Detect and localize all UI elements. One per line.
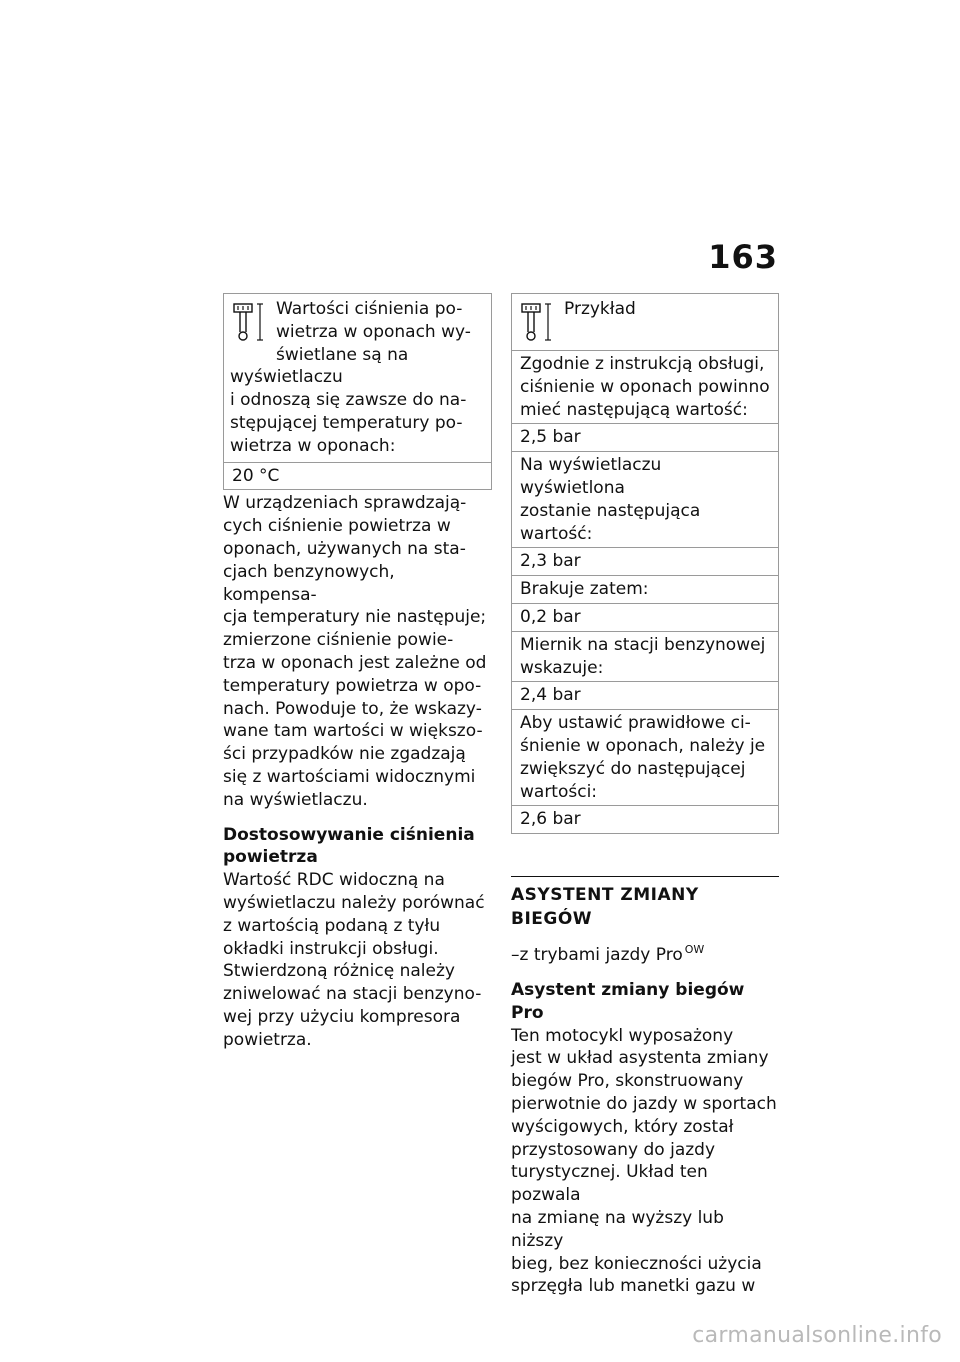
row-line: wskazuje: [520,657,604,678]
subheading: Asystent zmiany biegów Pro [511,979,745,1023]
row-line: Brakuje zatem: [520,579,649,600]
text-line: nach. Powoduje to, że wskazy- [223,698,482,719]
text-line: okładki instrukcji obsługi. [223,938,439,959]
example-row [512,805,778,833]
text-line: W urządzeniach sprawdzają- [223,493,467,514]
text-line: wane tam wartości w większo- [223,721,483,742]
text-line: Stwierdzoną różnicę należy [223,961,455,982]
section-paragraph [511,1025,779,1299]
text-line: cych ciśnienie powietrza w [223,516,451,537]
note-line: świetlane są na wyświetlaczu [230,344,409,388]
row-line: Zgodnie z instrukcją obsługi, [520,354,765,374]
row-line: śnienie w oponach, należy je [520,735,766,756]
text-line: wyścigowych, który został [511,1116,734,1137]
text-line: wej przy użyciu kompresora [223,1006,461,1027]
row-line: zwiększyć do następującej [520,758,746,779]
text-line: z wartością podaną z tyłu [223,915,441,936]
example-row [512,547,778,575]
note-value: 20 °C [224,462,491,490]
note-line: wietrza w oponach: [230,435,396,456]
text-line: ści przypadków nie zgadzają [223,744,466,765]
text-line: temperatury powietrza w opo- [223,675,482,696]
row-line: zostanie następująca wartość: [520,500,701,544]
page-number: 163 [708,238,778,276]
example-row [512,575,778,603]
note-line: Wartości ciśnienia po- [276,299,463,319]
text-line: bieg, bez konieczności użycia [511,1253,762,1274]
row-line: mieć następującą wartość: [520,399,748,420]
left-column [223,293,492,1052]
heading-line: Dostosowywanie ciśnienia [223,824,475,845]
section-subtitle [511,939,779,967]
example-row [512,451,778,547]
text-line: trza w oponach jest zależne od [223,652,487,673]
example-row [512,709,778,805]
right-column [511,293,779,1298]
row-line: Na wyświetlaczu wyświetlona [520,455,662,498]
row-line: 2,4 bar [520,685,581,706]
adjust-pressure-heading [223,824,492,870]
row-line: 0,2 bar [520,606,581,627]
text-line: turystycznej. Układ ten pozwala [511,1162,708,1206]
text-line: powietrza. [223,1029,312,1050]
example-row [512,681,778,709]
adjust-pressure-paragraph [223,869,492,1051]
example-row [512,603,778,631]
text-line: zmierzone ciśnienie powie- [223,630,454,651]
subtitle-text: –z trybami jazdy Pro [511,945,683,966]
example-row [512,423,778,451]
watermark: carmanualsonline.info [692,1323,942,1348]
example-header [512,294,778,350]
text-line: Wartość RDC widoczną na [223,870,445,891]
text-line: na zmianę na wyższy lub niższy [511,1207,724,1251]
text-line: się z wartościami widocznymi [223,766,476,787]
note-line: wietrza w oponach wy- [276,321,471,342]
row-line: 2,3 bar [520,551,581,572]
example-box [511,293,779,834]
row-line: Aby ustawić prawidłowe ci- [520,713,751,734]
example-title: Przykład [564,299,636,319]
heading-line: powietrza [223,847,318,868]
text-line: jest w układ asystenta zmiany [511,1048,769,1069]
row-line: Miernik na stacji benzynowej [520,634,766,655]
tire-gauge-icon [518,300,558,344]
intro-paragraph [223,492,492,811]
tire-pressure-note [223,293,492,490]
section-divider [511,876,779,877]
text-line: cjach benzynowych, kompensa- [223,561,395,605]
text-line: biegów Pro, skonstruowany [511,1071,744,1092]
row-line: wartości: [520,781,598,802]
example-row [512,350,778,423]
tire-gauge-icon [230,300,270,344]
note-header [224,294,491,462]
text-line: zniwelować na stacji benzyno- [223,984,482,1005]
note-line: i odnoszą się zawsze do na- [230,390,467,411]
text-line: Ten motocykl wyposażony [511,1025,734,1046]
section-title: ASYSTENT ZMIANY BIEGÓW [511,885,699,930]
text-line: sprzęgła lub manetki gazu w [511,1276,756,1297]
example-row [512,631,778,682]
text-line: wyświetlaczu należy porównać [223,892,485,913]
text-line: oponach, używanych na sta- [223,538,466,559]
row-line: 2,5 bar [520,427,581,448]
text-line: cja temperatury nie następuje; [223,607,487,628]
text-line: przystosowany do jazdy [511,1139,716,1160]
text-line: pierwotnie do jazdy w sportach [511,1093,777,1114]
subtitle-sup: OW [684,943,705,957]
note-line: stępującej temperatury po- [230,412,463,433]
row-line: ciśnienie w oponach powinno [520,376,770,397]
text-line: na wyświetlaczu. [223,789,368,810]
row-line: 2,6 bar [520,809,581,830]
